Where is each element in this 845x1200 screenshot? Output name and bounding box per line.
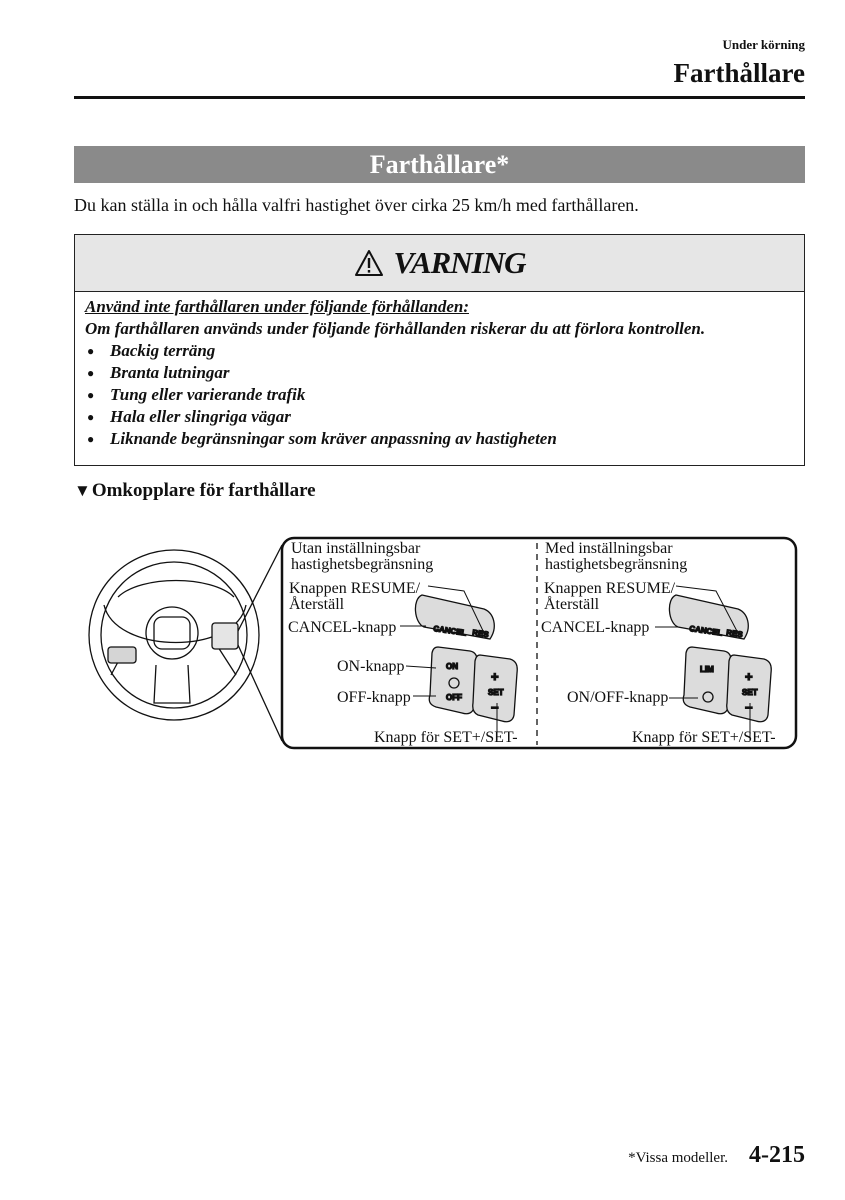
warning-label: VARNING <box>393 245 526 280</box>
right-lim-onoff-switch <box>683 647 731 714</box>
right-cancel-label: CANCEL-knapp <box>541 619 650 636</box>
switch-minus-text: − <box>745 700 753 715</box>
switch-lim-text: LIM <box>700 665 714 674</box>
list-item: ● Branta lutningar <box>85 362 794 384</box>
left-cancel-label: CANCEL-knapp <box>288 619 397 636</box>
warning-heading: Använd inte farthållaren under följande förhållanden: <box>85 297 469 316</box>
intro-paragraph: Du kan ställa in och hålla valfri hastighet över cirka 25 km/h med farthållaren. <box>74 195 639 215</box>
switch-plus-text: + <box>745 669 753 684</box>
left-resume-label-line2: Återställ <box>289 596 345 613</box>
page-number: 4-215 <box>749 1142 805 1168</box>
switch-cancel-text: CANCEL <box>688 624 723 638</box>
left-resume-label-line1: Knappen RESUME/ <box>289 580 421 597</box>
left-set-label: Knapp för SET+/SET- <box>374 729 518 746</box>
left-on-off-switch <box>429 647 477 714</box>
switch-minus-text: − <box>491 700 499 715</box>
right-set-label: Knapp för SET+/SET- <box>632 729 776 746</box>
left-set-switch <box>473 655 518 722</box>
section-title: Farthållare* <box>74 146 805 183</box>
warning-body <box>75 292 804 450</box>
warning-triangle-icon <box>354 249 384 277</box>
running-header-title: Farthållare <box>673 58 805 88</box>
subsection-title: Omkopplare för farthållare <box>91 480 316 501</box>
figure-drawing <box>86 535 800 753</box>
right-caption-line1: Med inställningsbar <box>545 540 673 557</box>
running-header-section: Under körning <box>722 37 805 52</box>
right-caption-line2: hastighetsbegränsning <box>545 556 688 573</box>
list-item: ● Liknande begränsningar som kräver anpassning av hastigheten <box>85 428 794 450</box>
subsection-marker: ▼ <box>74 481 91 500</box>
switch-on-text: ON <box>446 662 458 671</box>
switch-res-text: RES <box>471 628 490 640</box>
subsection-heading <box>74 480 316 502</box>
switch-set-text: SET <box>488 688 504 697</box>
right-resume-label-line2: Återställ <box>544 596 600 613</box>
left-caption-line2: hastighetsbegränsning <box>291 556 434 573</box>
warning-lead: Om farthållaren används under följande förhållanden riskerar du att förlora kontrollen. <box>85 319 706 338</box>
right-onoff-label: ON/OFF-knapp <box>567 689 669 706</box>
right-set-switch <box>727 655 772 722</box>
left-off-label: OFF-knapp <box>337 689 411 706</box>
switch-off-text: OFF <box>446 693 462 702</box>
switch-res-text: RES <box>725 628 744 640</box>
cruise-switch-figure <box>86 535 800 753</box>
right-resume-label-line1: Knappen RESUME/ <box>544 580 676 597</box>
left-on-label: ON-knapp <box>337 658 405 675</box>
steering-wheel-illustration <box>89 545 282 741</box>
switch-plus-text: + <box>491 669 499 684</box>
switch-cancel-text: CANCEL <box>432 624 467 638</box>
list-item: ● Backig terräng <box>85 340 794 362</box>
footer-note: *Vissa modeller. <box>628 1150 728 1166</box>
left-caption-line1: Utan inställningsbar <box>291 540 421 557</box>
list-item: ● Tung eller varierande trafik <box>85 384 794 406</box>
list-item: ● Hala eller slingriga vägar <box>85 406 794 428</box>
warning-header <box>75 235 804 292</box>
switch-set-text: SET <box>742 688 758 697</box>
warning-list <box>85 340 794 450</box>
warning-box <box>74 234 805 466</box>
header-rule <box>74 96 805 99</box>
